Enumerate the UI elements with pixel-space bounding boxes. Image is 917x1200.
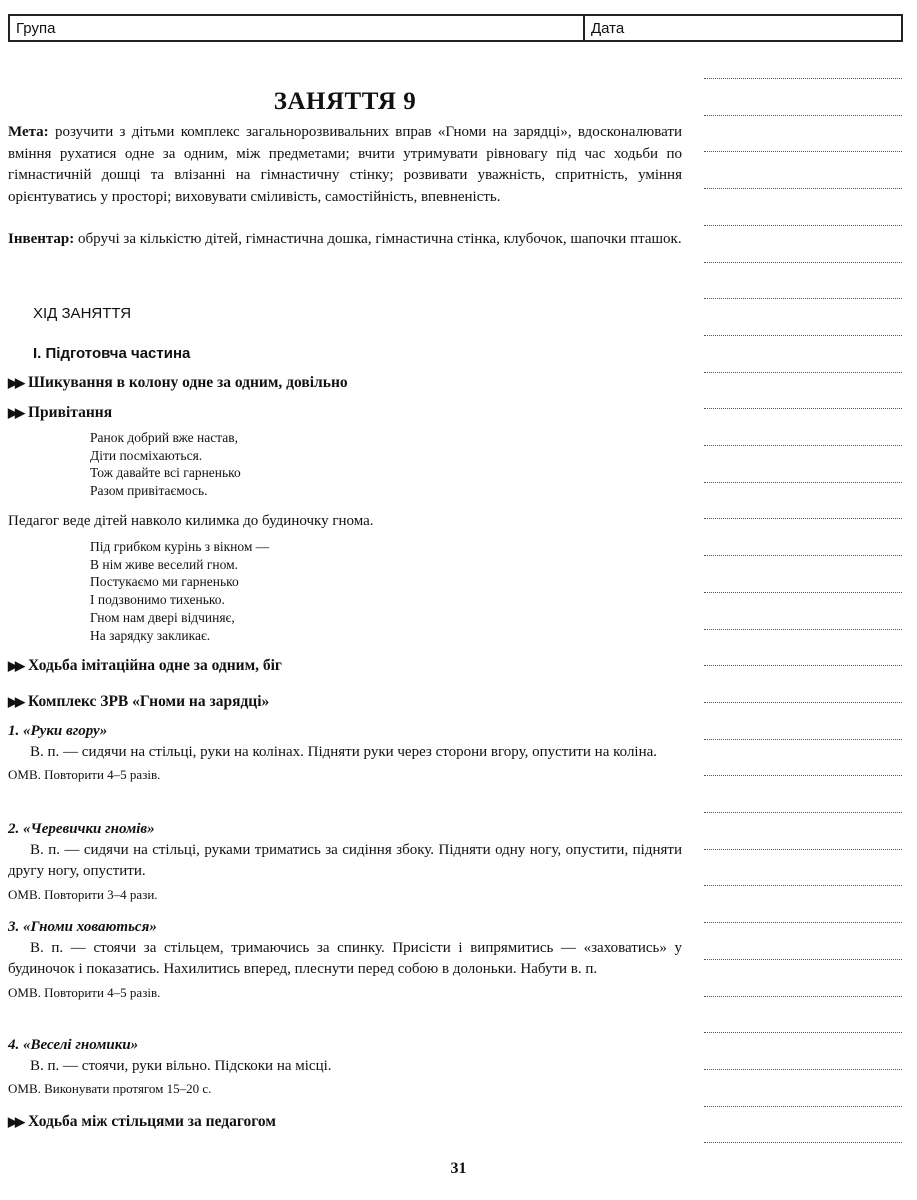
item-complex-label: Комплекс ЗРВ «Гноми на зарядці» xyxy=(28,693,270,710)
poem-line: Ранок добрий вже настав, xyxy=(90,430,238,445)
item-complex xyxy=(8,692,682,712)
note-line[interactable] xyxy=(704,188,902,189)
item-greeting-label: Привітання xyxy=(28,404,113,421)
item-line-up-label: Шикування в колону одне за одним, довільно xyxy=(28,374,348,391)
note-line[interactable] xyxy=(704,996,902,997)
note-line[interactable] xyxy=(704,959,902,960)
inventory-text: обручі за кількістю дітей, гімнастична дошка, гімнастична стінка, клубочок, шапочки пташок. xyxy=(74,231,682,247)
goal-label: Мета: xyxy=(8,124,49,140)
note-line[interactable] xyxy=(704,665,902,666)
exercise-title: 3. «Гноми ховаються» xyxy=(8,919,157,935)
note-line[interactable] xyxy=(704,482,902,483)
double-arrow-icon: ▶▶ xyxy=(8,693,22,709)
goal-text: розучити з дітьми комплекс загальнорозвивальних вправ «Гноми на зарядці», вдосконалювати вміння рухатися одне за одним, між предметами; вчити утримувати рівновагу під час ходьби по гімнастичній дошці та влізанні на гімнастичну стінку; розвивати уважність, спритність, уміння орієнтуватись у просторі; виховувати сміливість, самостійність, впевненість. xyxy=(8,124,682,205)
exercise-omv: ОМВ. Повторити 4–5 разів. xyxy=(8,767,161,782)
note-line[interactable] xyxy=(704,298,902,299)
item-walk-imitation-label: Ходьба імітаційна одне за одним, біг xyxy=(28,657,282,674)
exercise-omv: ОМВ. Повторити 3–4 рази. xyxy=(8,886,158,902)
item-greeting xyxy=(8,403,682,423)
note-line[interactable] xyxy=(704,775,902,776)
poem-line: Під грибком курінь з вікном — xyxy=(90,539,270,554)
note-line[interactable] xyxy=(704,849,902,850)
note-line[interactable] xyxy=(704,372,902,373)
double-arrow-icon: ▶▶ xyxy=(8,1113,22,1129)
part-heading: І. Підготовча частина xyxy=(33,345,191,362)
note-line[interactable] xyxy=(704,922,902,923)
item-walk-imitation xyxy=(8,656,682,676)
gnome-poem xyxy=(90,538,269,644)
group-label: Група xyxy=(16,19,56,37)
note-line[interactable] xyxy=(704,885,902,886)
note-line[interactable] xyxy=(704,408,902,409)
exercise-omv: ОМВ. Виконувати протягом 15–20 с. xyxy=(8,1081,212,1096)
note-line[interactable] xyxy=(704,739,902,740)
course-heading: ХІД ЗАНЯТТЯ xyxy=(33,305,132,322)
exercise-3 xyxy=(8,918,682,1001)
note-line[interactable] xyxy=(704,115,902,116)
note-line[interactable] xyxy=(704,812,902,813)
note-line[interactable] xyxy=(704,225,902,226)
greeting-poem xyxy=(90,429,241,500)
note-line[interactable] xyxy=(704,1069,902,1070)
group-field[interactable] xyxy=(10,16,585,40)
page-number: 31 xyxy=(450,1160,467,1177)
note-line[interactable] xyxy=(704,592,902,593)
double-arrow-icon: ▶▶ xyxy=(8,657,22,673)
note-line[interactable] xyxy=(704,445,902,446)
date-label: Дата xyxy=(591,19,625,37)
exercise-title: 4. «Веселі гномики» xyxy=(8,1037,139,1053)
note-line[interactable] xyxy=(704,1142,902,1143)
exercise-1 xyxy=(8,722,682,784)
note-line[interactable] xyxy=(704,151,902,152)
item-line-up xyxy=(8,373,682,393)
exercise-4 xyxy=(8,1036,682,1098)
exercise-2 xyxy=(8,820,682,903)
inventory-label: Інвентар: xyxy=(8,231,75,247)
poem-line: Разом привітаємось. xyxy=(90,483,208,499)
poem-line: На зарядку закликає. xyxy=(90,627,211,643)
note-line[interactable] xyxy=(704,702,902,703)
poem-line: Тож давайте всі гарненько xyxy=(90,465,241,481)
poem-line: Постукаємо ми гарненько xyxy=(90,574,239,590)
date-field[interactable] xyxy=(585,16,624,40)
poem-line: Діти посміхаються. xyxy=(90,447,203,463)
note-line[interactable] xyxy=(704,262,902,263)
exercise-title: 2. «Черевички гномів» xyxy=(8,821,155,837)
note-line[interactable] xyxy=(704,555,902,556)
poem-line: В нім живе веселий гном. xyxy=(90,556,238,572)
note-line[interactable] xyxy=(704,629,902,630)
exercise-omv: ОМВ. Повторити 4–5 разів. xyxy=(8,984,161,1000)
double-arrow-icon: ▶▶ xyxy=(8,404,22,420)
exercise-text: В. п. — стоячи, руки вільно. Підскоки на місці. xyxy=(30,1057,332,1074)
exercise-text: В. п. — сидячи на стільці, руками триматись за сидіння збоку. Підняти одну ногу, опустити, підняти другу ногу, опустити. xyxy=(8,841,682,879)
item-walk-chairs-label: Ходьба між стільцями за педагогом xyxy=(28,1113,276,1130)
exercise-title: 1. «Руки вгору» xyxy=(8,723,108,739)
note-line[interactable] xyxy=(704,518,902,519)
poem-line: Гном нам двері відчиняє, xyxy=(90,609,235,625)
poem-line: І подзвонимо тихенько. xyxy=(90,592,225,608)
page-title: ЗАНЯТТЯ 9 xyxy=(273,88,417,115)
note-line[interactable] xyxy=(704,1106,902,1107)
goal-paragraph xyxy=(8,122,682,208)
note-line[interactable] xyxy=(704,1032,902,1033)
note-line[interactable] xyxy=(704,78,902,79)
exercise-text: В. п. — сидячи на стільці, руки на колінах. Підняти руки через сторони вгору, опустити на коліна. xyxy=(30,743,658,760)
exercise-text: В. п. — стоячи за стільцем, тримаючись за спинку. Присісти і випрямитись — «заховатись» у будиночок і показатись. Нахилитись вперед, плеснути перед собою в долоньки. Набути в. п. xyxy=(8,939,682,977)
double-arrow-icon: ▶▶ xyxy=(8,374,22,390)
inventory-paragraph xyxy=(8,229,682,251)
header-table xyxy=(8,14,903,42)
item-walk-chairs xyxy=(8,1112,682,1132)
note-line[interactable] xyxy=(704,335,902,336)
teacher-line: Педагог веде дітей навколо килимка до будиночку гнома. xyxy=(8,513,374,529)
